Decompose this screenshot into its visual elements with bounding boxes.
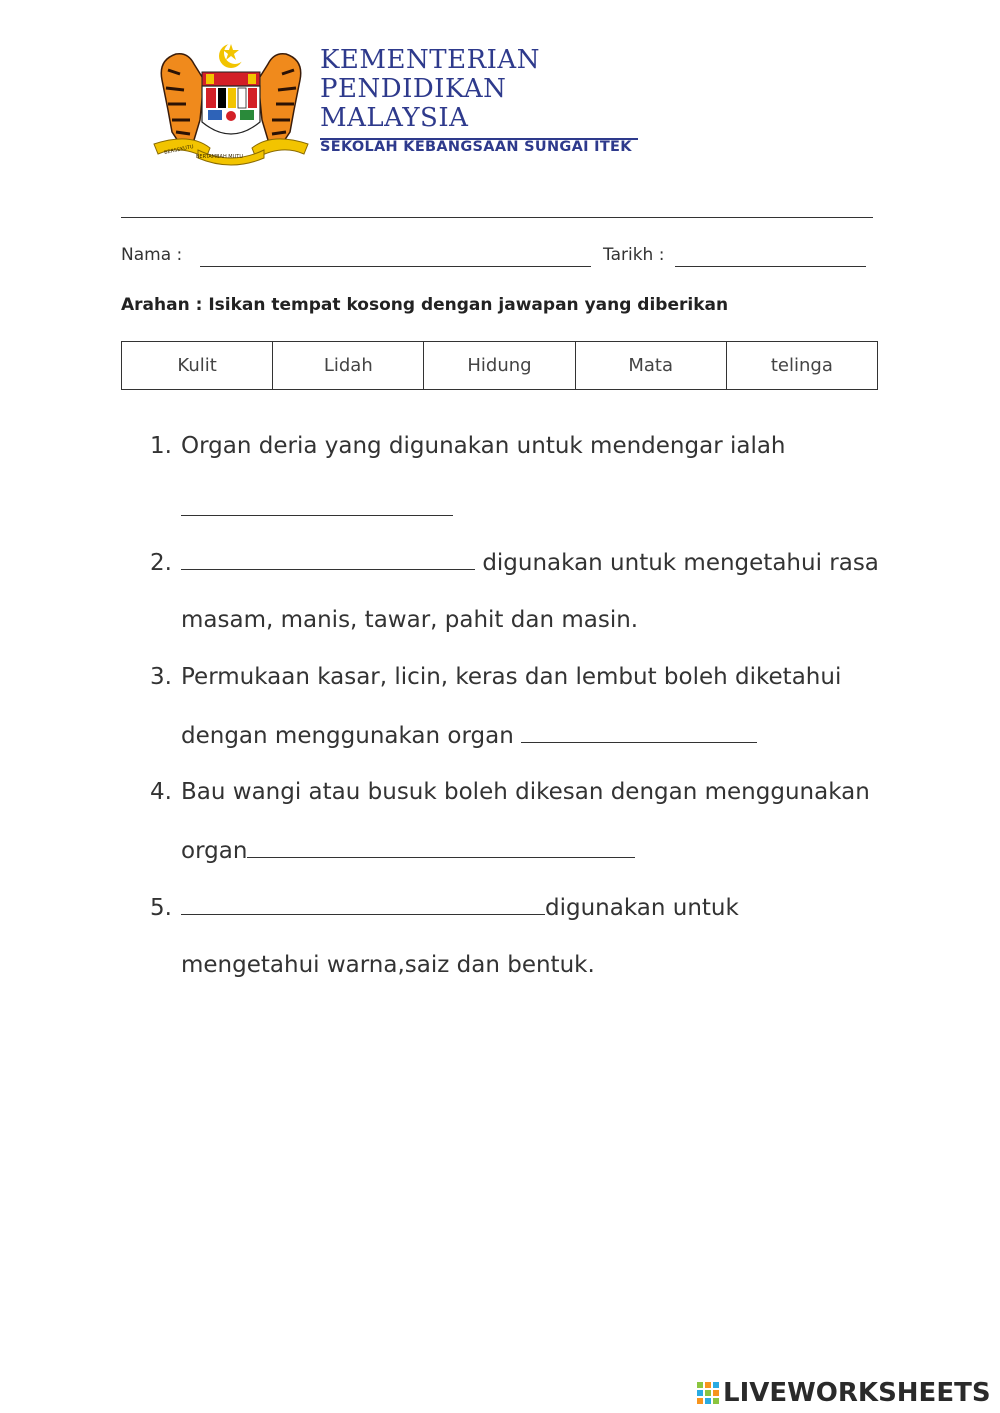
answer-blank-1[interactable] [181, 495, 453, 516]
name-label: Nama : [121, 245, 183, 265]
question-4 [150, 779, 870, 805]
date-label: Tarikh : [603, 245, 665, 265]
name-date-row [121, 245, 881, 271]
question-number: 3. [150, 664, 172, 690]
question-text: Permukaan kasar, licin, keras dan lembut boleh diketahui [181, 664, 842, 690]
question-3 [150, 664, 841, 690]
word-bank-item[interactable]: telinga [726, 342, 877, 390]
header-rule [121, 217, 873, 218]
question-1 [150, 433, 786, 459]
instruction-text: Arahan : Isikan tempat kosong dengan jawapan yang diberikan [121, 295, 729, 315]
question-number: 2. [150, 550, 172, 576]
question-text: digunakan untuk mengetahui rasa [482, 550, 879, 576]
question-text: dengan menggunakan organ [181, 723, 514, 749]
name-blank[interactable] [200, 266, 591, 267]
ministry-name [320, 46, 540, 133]
crest-motto-left: BERSEKUTU [163, 143, 195, 157]
question-3-cont [181, 722, 757, 749]
question-text: organ [181, 838, 248, 864]
question-2 [150, 549, 879, 576]
question-4-cont [181, 837, 635, 864]
question-number: 4. [150, 779, 172, 805]
brand-text: LIVEWORKSHEETS [723, 1378, 991, 1408]
word-bank-item[interactable]: Mata [575, 342, 726, 390]
question-1-answer [181, 495, 453, 522]
word-bank-item[interactable]: Kulit [122, 342, 273, 390]
answer-blank-5[interactable] [181, 894, 545, 915]
question-number: 1. [150, 433, 172, 459]
school-name: SEKOLAH KEBANGSAAN SUNGAI ITEK [320, 139, 632, 155]
word-bank-item[interactable]: Hidung [424, 342, 575, 390]
answer-blank-4[interactable] [247, 837, 635, 858]
date-blank[interactable] [675, 266, 866, 267]
question-2-cont: masam, manis, tawar, pahit dan masin. [181, 607, 639, 633]
ministry-line-1: KEMENTERIAN [320, 45, 540, 75]
liveworksheets-icon [697, 1382, 719, 1404]
question-5-cont: mengetahui warna,saiz dan bentuk. [181, 952, 595, 978]
question-text: Bau wangi atau busuk boleh dikesan dengan menggunakan [181, 779, 870, 805]
word-bank-item[interactable]: Lidah [273, 342, 424, 390]
ministry-line-2: PENDIDIKAN [320, 74, 507, 104]
question-text: digunakan untuk [545, 895, 739, 921]
crest-motto-right: BERTAMBAH MUTU [196, 154, 243, 160]
question-5 [150, 894, 739, 921]
question-text: Organ deria yang digunakan untuk mendengar ialah [181, 433, 786, 459]
answer-blank-2[interactable] [181, 549, 475, 570]
question-number: 5. [150, 895, 172, 921]
ministry-line-3: MALAYSIA [320, 103, 469, 133]
word-bank [121, 341, 878, 390]
answer-blank-3[interactable] [521, 722, 757, 743]
